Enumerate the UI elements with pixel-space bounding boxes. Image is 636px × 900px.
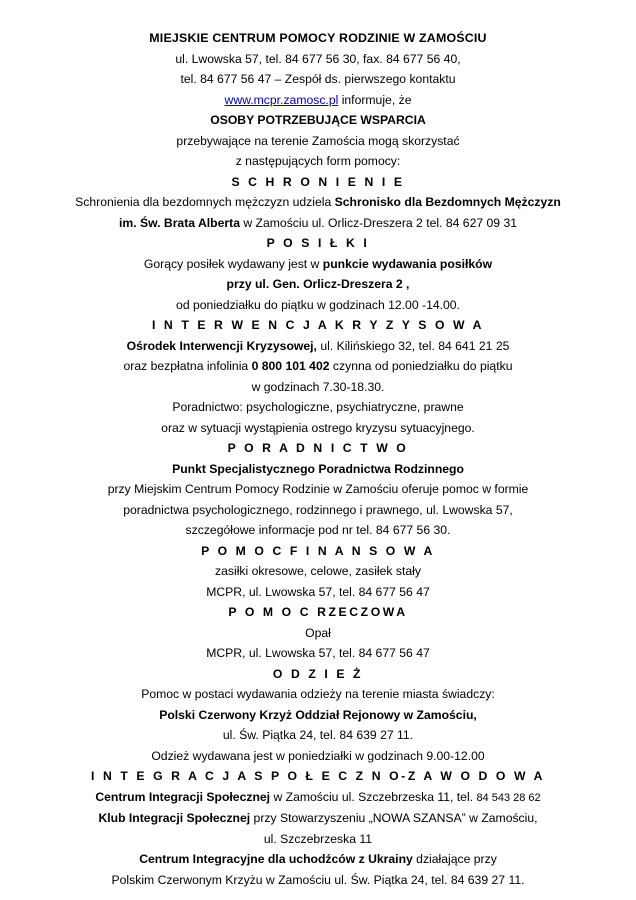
section-text-line (34, 808, 602, 829)
section-text-line (34, 870, 602, 891)
body-text: szczegółowe informacje pod nr tel. 84 677 56 30. (185, 523, 451, 537)
intro-line-2: przebywające na terenie Zamościa mogą skorzystać (176, 133, 460, 148)
section-heading: P O R A D N I C T W O (227, 441, 409, 455)
page-title: MIEJSKIE CENTRUM POMOCY RODZINIE W ZAMOŚCIU (149, 31, 487, 45)
body-text: Poradnictwo: psychologiczne, psychiatryczne, prawne (172, 400, 464, 414)
section-text-line (34, 274, 602, 295)
section-heading: P O M O C RZECZOWA (228, 605, 408, 619)
intro-line-1: OSOBY POTRZEBUJĄCE WSPARCIA (210, 113, 426, 127)
body-text: MCPR, ul. Lwowska 57, tel. 84 677 56 47 (206, 584, 430, 599)
body-text: ul. Św. Piątka 24, tel. 84 639 27 11. (222, 728, 414, 742)
body-text: MCPR, ul. Lwowska 57, tel. 84 677 56 47 (206, 646, 430, 660)
body-text: czynna od poniedziałku do piątku (329, 359, 513, 373)
section-text-line (34, 356, 602, 377)
section-text-line (34, 254, 602, 275)
website-link[interactable]: www.mcpr.zamosc.pl (224, 92, 339, 107)
emphasis-text: Schronisko dla Bezdomnych Mężczyzn (334, 195, 561, 209)
section-text-line (34, 725, 602, 746)
section-heading: P O M O C F I N A N S O W A (201, 543, 435, 558)
section-text-line (34, 787, 602, 809)
section-text-line (34, 829, 602, 850)
body-text: Gorący posiłek wydawany jest w (143, 256, 323, 271)
emphasis-text: punkcie wydawania posiłków (322, 256, 493, 271)
emphasis-text: 0 800 101 402 (251, 359, 330, 373)
body-text: od poniedziałku do piątku w godzinach 12.00 -14.00. (176, 297, 460, 312)
section-text-line (34, 377, 602, 398)
section-text-line (34, 623, 602, 644)
section-text-line (34, 418, 602, 439)
sections-container (34, 172, 602, 891)
emphasis-text: Klub Integracji Społecznej (98, 811, 251, 825)
section-text-line (34, 746, 602, 767)
section-heading: P O S I Ł K I (266, 236, 370, 250)
body-text: Polskim Czerwonym Krzyżu w Zamościu ul. Św. Piątka 24, tel. 84 639 27 11. (111, 872, 525, 887)
section-heading: S C H R O N I E N I E (231, 174, 405, 189)
section-text-line (34, 520, 602, 541)
section-text-line (34, 459, 602, 480)
website-suffix: informuje, że (338, 92, 412, 107)
section-text-line (34, 849, 602, 870)
website-line (34, 90, 602, 111)
address-line-1: ul. Lwowska 57, tel. 84 677 56 30, fax. 84 677 56 40, (175, 51, 461, 66)
body-text: w Zamościu ul. Szczebrzeska 11, tel. (270, 789, 477, 804)
body-text: oraz w sytuacji wystąpienia ostrego kryzysu sytuacyjnego. (161, 420, 475, 435)
section-heading: I N T E R W E N C J A K R Y Z Y S O W A (151, 318, 485, 332)
body-text: ul. Szczebrzeska 11 (263, 831, 373, 846)
emphasis-text: przy ul. Gen. Orlicz-Dreszera 2 , (226, 277, 410, 291)
section-text-line (34, 500, 602, 521)
body-text: Opał (305, 625, 331, 640)
intro-line-3: z następujących form pomocy: (235, 154, 401, 168)
body-text: Odzież wydawana jest w poniedziałki w godzinach 9.00-12.00 (151, 748, 485, 763)
emphasis-text: Ośrodek Interwencji Kryzysowej, (126, 338, 317, 353)
body-text: działające przy (412, 852, 497, 866)
section-text-line (34, 643, 602, 664)
address-line-2: tel. 84 677 56 47 – Zespół ds. pierwszego kontaktu (180, 72, 456, 86)
section-text-line (34, 705, 602, 726)
section-text-line (34, 192, 602, 213)
section-text-line (34, 684, 602, 705)
body-text: poradnictwa psychologicznego, rodzinnego i prawnego, ul. Lwowska 57, (123, 502, 513, 517)
section-text-line (34, 336, 602, 357)
section-text-line (34, 582, 602, 603)
body-text: w godzinach 7.30-18.30. (251, 379, 385, 394)
section-text-line (34, 479, 602, 500)
body-text: w Zamościu ul. Orlicz-Dreszera 2 tel. 84 627 09 31 (239, 215, 518, 230)
body-text: ul. Kilińskiego 32, tel. 84 641 21 25 (316, 338, 510, 353)
body-text: oraz bezpłatna infolinia (123, 359, 252, 373)
emphasis-text: im. Św. Brata Alberta (118, 215, 240, 230)
emphasis-text: Polski Czerwony Krzyż Oddział Rejonowy w Zamościu, (159, 707, 477, 722)
section-text-line (34, 295, 602, 316)
body-text: zasiłki okresowe, celowe, zasiłek stały (215, 564, 421, 578)
section-text-line (34, 397, 602, 418)
body-text: przy Stowarzyszeniu „NOWA SZANSA” w Zamościu, (250, 811, 538, 825)
body-text: przy Miejskim Centrum Pomocy Rodzinie w Zamościu oferuje pomoc w formie (107, 482, 529, 496)
section-heading: O D Z I E Ż (272, 666, 364, 681)
body-text: Schronienia dla bezdomnych mężczyzn udziela (75, 195, 335, 209)
emphasis-text: Centrum Integracji Społecznej (95, 789, 271, 804)
emphasis-text: Punkt Specjalistycznego Poradnictwa Rodzinnego (172, 461, 464, 476)
section-text-line (34, 213, 602, 234)
section-heading: I N T E G R A C J A S P O Ł E C Z N O-Z A W O D O W A (91, 769, 545, 783)
emphasis-text: Centrum Integracyjne dla uchodźców z Ukrainy (139, 852, 413, 866)
body-text: 84 543 28 62 (476, 791, 541, 804)
section-text-line (34, 561, 602, 582)
body-text: Pomoc w postaci wydawania odzieży na terenie miasta świadczy: (141, 687, 495, 701)
